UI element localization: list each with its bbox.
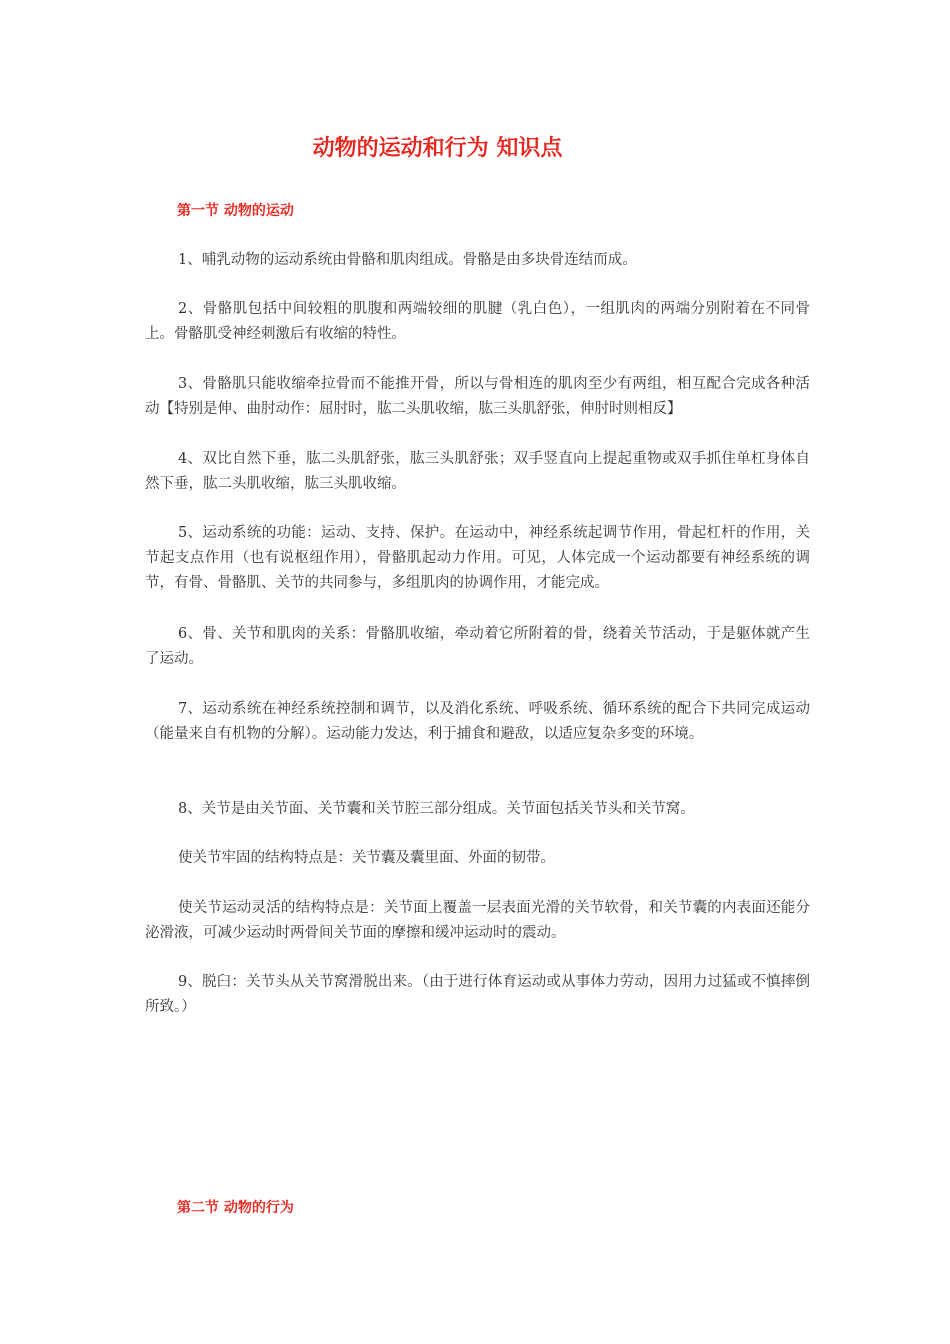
paragraph-5: 5、运动系统的功能：运动、支持、保护。在运动中，神经系统起调节作用，骨起杠杆的作用，关节起支点作用（也有说枢纽作用），骨骼肌起动力作用。可见，人体完成一个运动都要有神经系统的调节，有骨、骨骼肌、关节的共同参与，多组肌肉的协调作用，才能完成。 (145, 525, 810, 591)
paragraph-9: 使关节牢固的结构特点是：关节囊及囊里面、外面的韧带。 (178, 850, 555, 866)
paragraph-4: 4、双比自然下垂，肱二头肌舒张，肱三头肌舒张；双手竖直向上提起重物或双手抓住单杠身体自然下垂，肱二头肌收缩，肱三头肌收缩。 (145, 451, 810, 492)
document-title: 动物的运动和行为 知识点 (312, 136, 563, 161)
section-heading-1: 第一节 动物的运动 (177, 203, 294, 219)
paragraph-7: 7、运动系统在神经系统控制和调节，以及消化系统、呼吸系统、循环系统的配合下共同完成运动（能量来自有机物的分解）。运动能力发达，利于捕食和避敌，以适应复杂多变的环境。 (145, 701, 810, 742)
paragraph-2: 2、骨骼肌包括中间较粗的肌腹和两端较细的肌腱（乳白色），一组肌肉的两端分别附着在不同骨上。骨骼肌受神经刺激后有收缩的特性。 (145, 301, 810, 342)
paragraph-1: 1、哺乳动物的运动系统由骨骼和肌肉组成。骨骼是由多块骨连结而成。 (178, 252, 637, 268)
paragraph-3: 3、骨骼肌只能收缩牵拉骨而不能推开骨，所以与骨相连的肌肉至少有两组，相互配合完成各种活动【特别是伸、曲肘动作：屈肘时，肱二头肌收缩，肱三头肌舒张，伸肘时则相反】 (145, 376, 810, 417)
paragraph-8: 8、关节是由关节面、关节囊和关节腔三部分组成。关节面包括关节头和关节窝。 (178, 801, 695, 817)
paragraph-11: 9、脱臼：关节头从关节窝滑脱出来。（由于进行体育运动或从事体力劳动，因用力过猛或不慎摔倒所致。） (145, 974, 810, 1015)
section-heading-2: 第二节 动物的行为 (177, 1200, 294, 1216)
paragraph-6: 6、骨、关节和肌肉的关系：骨骼肌收缩，牵动着它所附着的骨，绕着关节活动，于是躯体就产生了运动。 (145, 626, 810, 667)
paragraph-10: 使关节运动灵活的结构特点是：关节面上覆盖一层表面光滑的关节软骨，和关节囊的内表面还能分泌滑液，可减少运动时两骨间关节面的摩擦和缓冲运动时的震动。 (145, 900, 810, 941)
